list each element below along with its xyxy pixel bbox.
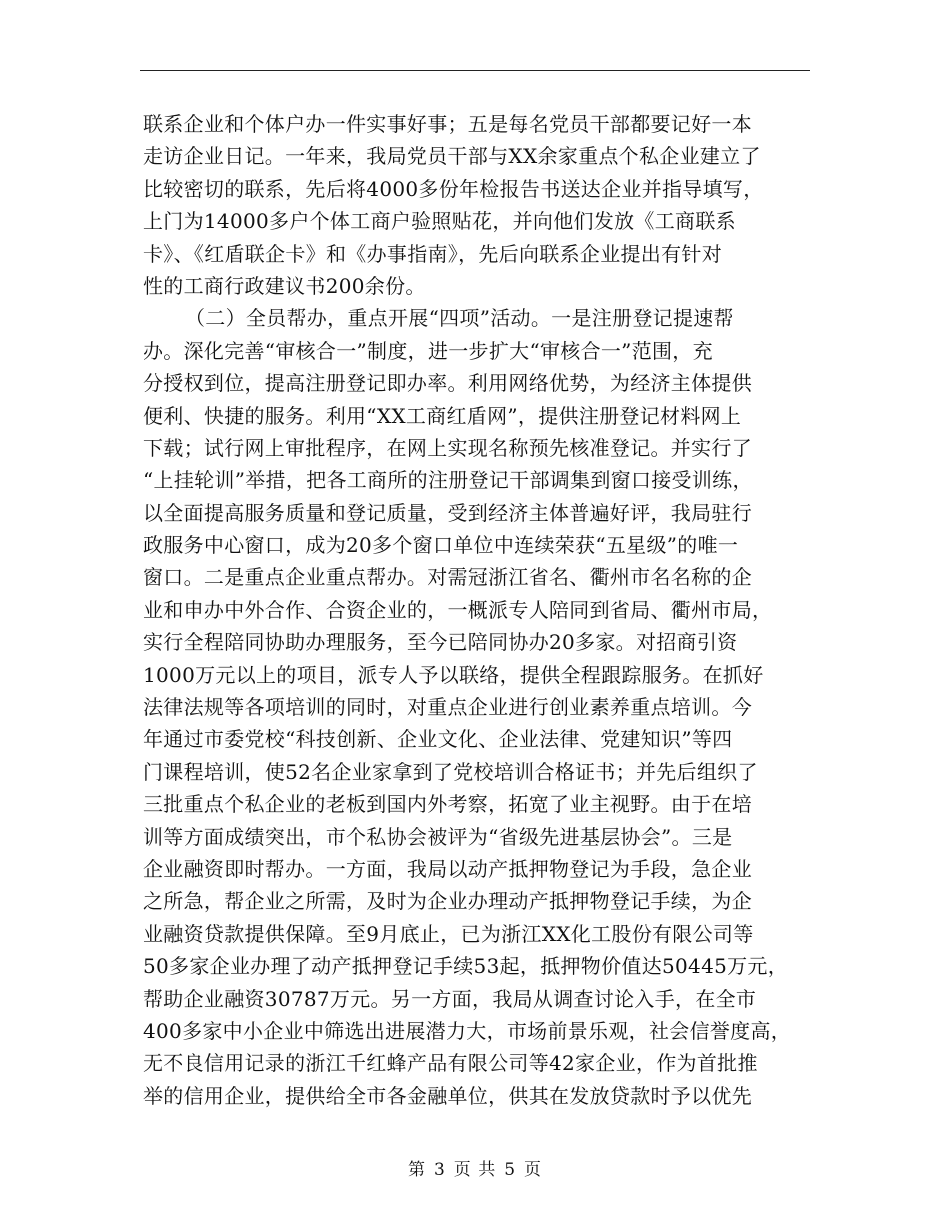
body-line: 400多家中小企业中筛选出进展潜力大，市场前景乐观，社会信誉度高， xyxy=(143,1018,792,1043)
footer-suffix: 页 xyxy=(524,1160,543,1180)
body-line: 政服务中心窗口，成为20多个窗口单位中连续荣获“五星级”的唯一 xyxy=(143,533,739,558)
body-line: 以全面提高服务质量和登记质量，受到经济主体普遍好评，我局驻行 xyxy=(143,500,752,525)
body-line: 训等方面成绩突出，市个私协会被评为“省级先进基层协会”。三是 xyxy=(143,824,733,849)
body-line: 联系企业和个体户办一件实事好事；五是每名党员干部都要记好一本 xyxy=(143,112,752,136)
body-line: 窗口。二是重点企业重点帮办。对需冠浙江省名、衢州市名名称的企 xyxy=(143,565,752,590)
body-line: 1000万元以上的项目，派专人予以联络，提供全程跟踪服务。在抓好 xyxy=(143,662,764,687)
body-line: 便利、快捷的服务。利用“XX工商红盾网”，提供注册登记材料网上 xyxy=(143,403,742,428)
body-line: 走访企业日记。一年来，我局党员干部与XX余家重点个私企业建立了 xyxy=(143,144,761,169)
body-line: 性的工商行政建议书200余份。 xyxy=(143,273,426,298)
document-body xyxy=(143,108,815,1112)
body-line: 上门为14000多户个体工商户验照贴花，并向他们发放《工商联系 xyxy=(143,209,736,234)
body-line: 下载；试行网上审批程序，在网上实现名称预先核准登记。并实行了 xyxy=(143,435,752,460)
body-line: 法律法规等各项培训的同时，对重点企业进行创业素养重点培训。今 xyxy=(143,695,752,720)
body-line: 分授权到位，提高注册登记即办率。利用网络优势，为经济主体提供 xyxy=(143,371,752,396)
body-line: “上挂轮训”举措，把各工商所的注册登记干部调集到窗口接受训练， xyxy=(143,468,753,493)
current-page-number: 3 xyxy=(433,1160,446,1180)
body-line: 比较密切的联系，先后将4000多份年检报告书送达企业并指导填写， xyxy=(143,176,764,201)
body-line: 帮助企业融资30787万元。另一方面，我局从调查讨论入手，在全市 xyxy=(143,986,757,1011)
body-line: 举的信用企业，提供给全市各金融单位，供其在发放贷款时予以优先 xyxy=(143,1083,752,1108)
body-line: 企业融资即时帮办。一方面，我局以动产抵押物登记为手段，急企业 xyxy=(143,856,752,881)
body-line: 业融资贷款提供保障。至9月底止，已为浙江XX化工股份有限公司等 xyxy=(143,921,754,946)
body-line: 50多家企业办理了动产抵押登记手续53起，抵押物价值达50445万元， xyxy=(143,954,789,979)
body-line: 业和申办中外合作、合资企业的，一概派专人陪同到省局、衢州市局， xyxy=(143,597,773,622)
footer-prefix: 第 xyxy=(407,1160,426,1180)
page-footer xyxy=(0,1155,950,1180)
body-line: 无不良信用记录的浙江千红蜂产品有限公司等42家企业，作为首批推 xyxy=(143,1051,758,1076)
body-line: 实行全程陪同协助办理服务，至今已陪同协办20多家。对招商引资 xyxy=(143,630,738,655)
body-line: 之所急，帮企业之所需，及时为企业办理动产抵押物登记手续，为企 xyxy=(143,889,752,914)
footer-middle: 页 共 xyxy=(453,1160,497,1180)
body-line: 门课程培训，使52名企业家拿到了党校培训合格证书；并先后组织了 xyxy=(143,759,758,784)
header-rule xyxy=(140,70,810,71)
body-line: 办。深化完善“审核合一”制度，进一步扩大“审核合一”范围，充 xyxy=(143,338,713,363)
total-pages-number: 5 xyxy=(504,1160,517,1180)
body-line: 年通过市委党校“科技创新、企业文化、企业法律、党建知识”等四 xyxy=(143,727,733,752)
body-line: 卡》、《红盾联企卡》和《办事指南》，先后向联系企业提出有针对 xyxy=(143,241,722,266)
paragraph-start-line: （二）全员帮办，重点开展“四项”活动。一是注册登记提速帮 xyxy=(185,306,734,331)
body-line: 三批重点个私企业的老板到国内外考察，拓宽了业主视野。由于在培 xyxy=(143,792,752,817)
